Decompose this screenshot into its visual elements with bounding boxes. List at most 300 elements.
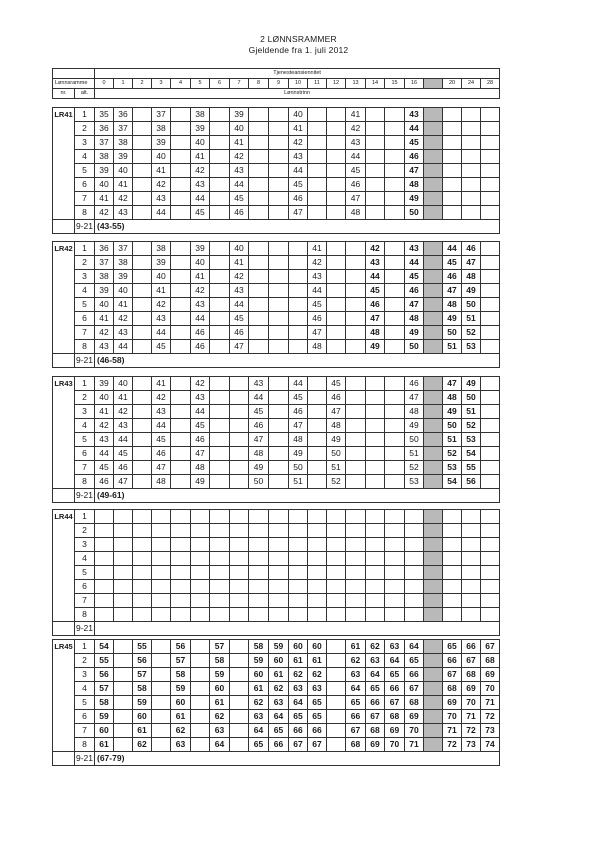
salary-cell: 67: [289, 738, 308, 752]
salary-cell: 64: [346, 682, 366, 696]
salary-cell: 48: [152, 475, 171, 489]
salary-cell: 44: [191, 192, 210, 206]
salary-cell: 62: [289, 668, 308, 682]
alt-number: 7: [75, 326, 95, 340]
salary-cell: 44: [230, 178, 249, 192]
salary-cell: 37: [95, 136, 114, 150]
salary-cell: [346, 242, 366, 256]
salary-cell: 46: [346, 178, 366, 192]
salary-cell: [133, 340, 152, 354]
salary-cell: 62: [133, 738, 152, 752]
salary-cell: [289, 510, 308, 524]
salary-cell: [443, 164, 462, 178]
salary-cell: [171, 178, 191, 192]
salary-cell: [289, 566, 308, 580]
salary-cell: [210, 510, 230, 524]
salary-cell: [171, 538, 191, 552]
salary-cell: 66: [462, 640, 481, 654]
salary-cell: 40: [230, 122, 249, 136]
salary-cell: 50: [462, 298, 481, 312]
salary-cell: [230, 552, 249, 566]
salary-cell: 60: [171, 696, 191, 710]
salary-cell: [366, 108, 385, 122]
salary-cell: [481, 284, 500, 298]
table-row: [53, 580, 500, 594]
salary-cell: [269, 447, 289, 461]
salary-cell: 51: [289, 475, 308, 489]
salary-cell: 44: [346, 150, 366, 164]
salary-cell: [230, 640, 249, 654]
salary-cell: 44: [114, 433, 133, 447]
salary-cell: 64: [385, 654, 405, 668]
alt-number: 6: [75, 710, 95, 724]
salary-cell: [346, 510, 366, 524]
salary-cell: [171, 510, 191, 524]
salary-cell: [424, 192, 443, 206]
alt-label: alt.: [75, 89, 95, 99]
salary-cell: 68: [443, 682, 462, 696]
salary-cell: [114, 682, 133, 696]
table-row: [53, 640, 500, 654]
salary-cell: 42: [95, 419, 114, 433]
salary-cell: [327, 538, 346, 552]
alt-number: 5: [75, 164, 95, 178]
salary-cell: 51: [405, 447, 424, 461]
salary-cell: 61: [269, 668, 289, 682]
salary-cell: [481, 164, 500, 178]
salary-cell: [346, 256, 366, 270]
salary-cell: 65: [308, 710, 327, 724]
salary-cell: [327, 682, 346, 696]
year-8: 8: [249, 79, 269, 89]
frame-id: [53, 312, 75, 326]
salary-cell: 61: [171, 710, 191, 724]
salary-cell: [210, 242, 230, 256]
salary-cell: [385, 419, 405, 433]
salary-cell: 41: [95, 405, 114, 419]
salary-cell: [308, 122, 327, 136]
salary-cell: [385, 192, 405, 206]
salary-cell: 66: [308, 724, 327, 738]
salary-cell: 45: [191, 419, 210, 433]
salary-cell: 60: [95, 724, 114, 738]
salary-cell: 66: [385, 682, 405, 696]
salary-cell: 44: [443, 242, 462, 256]
salary-cell: 45: [191, 206, 210, 220]
salary-cell: [249, 340, 269, 354]
salary-cell: 45: [152, 433, 171, 447]
salary-cell: 61: [346, 640, 366, 654]
frame-id: [53, 136, 75, 150]
salary-cell: [481, 524, 500, 538]
salary-cell: 46: [405, 377, 424, 391]
salary-cell: [481, 433, 500, 447]
table-row: [53, 326, 500, 340]
nr-label: nr.: [53, 89, 75, 99]
salary-cell: 71: [443, 724, 462, 738]
year-14: 14: [366, 79, 385, 89]
salary-cell: 62: [366, 640, 385, 654]
salary-cell: [210, 298, 230, 312]
salary-cell: 48: [289, 433, 308, 447]
salary-cell: [462, 192, 481, 206]
frame-lr42: [52, 241, 500, 368]
salary-cell: [346, 594, 366, 608]
footer-alt: 9-21: [75, 220, 95, 234]
salary-cell: [385, 552, 405, 566]
salary-cell: [171, 192, 191, 206]
salary-cell: [462, 206, 481, 220]
salary-cell: [269, 164, 289, 178]
salary-cell: [95, 566, 114, 580]
salary-cell: [114, 552, 133, 566]
salary-cell: 46: [230, 206, 249, 220]
salary-cell: [210, 475, 230, 489]
salary-cell: 59: [95, 710, 114, 724]
salary-cell: [462, 510, 481, 524]
salary-cell: [308, 108, 327, 122]
salary-cell: 53: [443, 461, 462, 475]
salary-cell: [327, 738, 346, 752]
salary-cell: 37: [114, 242, 133, 256]
salary-cell: [133, 538, 152, 552]
salary-cell: [249, 552, 269, 566]
salary-cell: [405, 524, 424, 538]
salary-cell: 43: [152, 405, 171, 419]
salary-cell: [191, 710, 210, 724]
header-row-lonnstrinn: [53, 89, 500, 99]
salary-cell: 62: [308, 668, 327, 682]
salary-cell: [269, 580, 289, 594]
salary-cell: [269, 594, 289, 608]
salary-cell: [230, 738, 249, 752]
salary-cell: [385, 242, 405, 256]
salary-cell: [210, 270, 230, 284]
salary-cell: [269, 433, 289, 447]
salary-cell: 54: [95, 640, 114, 654]
salary-cell: [230, 580, 249, 594]
salary-cell: 39: [114, 150, 133, 164]
frame-id: [53, 475, 75, 489]
salary-cell: 43: [230, 164, 249, 178]
salary-cell: 42: [191, 164, 210, 178]
salary-cell: [385, 340, 405, 354]
salary-cell: [133, 122, 152, 136]
salary-cell: [289, 270, 308, 284]
salary-cell: [346, 608, 366, 622]
salary-cell: [481, 377, 500, 391]
salary-cell: 50: [405, 340, 424, 354]
salary-cell: 38: [152, 242, 171, 256]
salary-cell: [269, 192, 289, 206]
salary-cell: [308, 419, 327, 433]
salary-cell: 58: [171, 668, 191, 682]
salary-cell: [366, 461, 385, 475]
year-28: 28: [481, 79, 500, 89]
salary-cell: [346, 391, 366, 405]
salary-cell: 65: [249, 738, 269, 752]
salary-cell: [385, 433, 405, 447]
salary-cell: [481, 391, 500, 405]
salary-cell: [152, 608, 171, 622]
salary-cell: [346, 312, 366, 326]
salary-cell: [152, 696, 171, 710]
salary-cell: 48: [346, 206, 366, 220]
salary-cell: 45: [249, 405, 269, 419]
salary-cell: 64: [366, 668, 385, 682]
salary-cell: [308, 164, 327, 178]
frame-id: [53, 433, 75, 447]
salary-cell: [327, 136, 346, 150]
year-12: 12: [327, 79, 346, 89]
salary-cell: [327, 510, 346, 524]
footer-alt: 9-21: [75, 354, 95, 368]
salary-cell: [327, 640, 346, 654]
salary-cell: [191, 538, 210, 552]
salary-cell: [443, 524, 462, 538]
salary-cell: 63: [346, 668, 366, 682]
salary-cell: [269, 242, 289, 256]
year-5: 5: [191, 79, 210, 89]
salary-cell: 43: [191, 298, 210, 312]
salary-cell: [230, 377, 249, 391]
salary-cell: [133, 524, 152, 538]
salary-cell: 40: [95, 178, 114, 192]
salary-cell: [152, 510, 171, 524]
alt-number: 5: [75, 298, 95, 312]
salary-cell: [327, 580, 346, 594]
table-row: [53, 150, 500, 164]
salary-cell: [462, 566, 481, 580]
salary-cell: [424, 710, 443, 724]
salary-cell: 63: [308, 682, 327, 696]
alt-number: 3: [75, 538, 95, 552]
salary-cell: 42: [95, 206, 114, 220]
salary-cell: [308, 552, 327, 566]
salary-cell: 41: [95, 192, 114, 206]
frame-id: [53, 419, 75, 433]
salary-cell: [152, 552, 171, 566]
table-row: [53, 738, 500, 752]
salary-cell: [171, 122, 191, 136]
alt-number: 3: [75, 405, 95, 419]
salary-cell: [230, 391, 249, 405]
salary-cell: [481, 552, 500, 566]
salary-cell: [95, 594, 114, 608]
salary-cell: [366, 433, 385, 447]
salary-cell: 55: [133, 640, 152, 654]
salary-cell: [249, 178, 269, 192]
salary-cell: [424, 524, 443, 538]
alt-number: 5: [75, 433, 95, 447]
salary-cell: [133, 580, 152, 594]
salary-cell: [289, 608, 308, 622]
salary-cell: [133, 326, 152, 340]
salary-cell: [249, 284, 269, 298]
salary-cell: [171, 150, 191, 164]
salary-cell: [308, 594, 327, 608]
frame-id: [53, 270, 75, 284]
salary-cell: 46: [289, 405, 308, 419]
salary-cell: 45: [405, 136, 424, 150]
salary-cell: 66: [405, 668, 424, 682]
alt-number: 6: [75, 178, 95, 192]
salary-cell: [269, 298, 289, 312]
table-row: [53, 510, 500, 524]
table-row: [53, 206, 500, 220]
salary-cell: [481, 447, 500, 461]
salary-cell: 41: [191, 270, 210, 284]
salary-cell: [133, 566, 152, 580]
table-row: [53, 136, 500, 150]
alt-number: 2: [75, 654, 95, 668]
salary-cell: 52: [405, 461, 424, 475]
salary-cell: 46: [152, 447, 171, 461]
salary-cell: 45: [152, 340, 171, 354]
salary-cell: [308, 192, 327, 206]
salary-cell: [114, 524, 133, 538]
salary-cell: [424, 270, 443, 284]
salary-cell: [210, 340, 230, 354]
salary-cell: 49: [462, 377, 481, 391]
salary-cell: 46: [405, 150, 424, 164]
salary-cell: [133, 419, 152, 433]
salary-cell: 66: [366, 696, 385, 710]
salary-cell: 43: [405, 108, 424, 122]
salary-cell: 47: [405, 164, 424, 178]
salary-cell: 74: [481, 738, 500, 752]
salary-cell: 56: [133, 654, 152, 668]
table-row: [53, 447, 500, 461]
frame-id: [53, 206, 75, 220]
salary-cell: [385, 206, 405, 220]
salary-cell: [327, 654, 346, 668]
salary-cell: [424, 405, 443, 419]
salary-cell: [210, 461, 230, 475]
salary-cell: 50: [443, 419, 462, 433]
frame-footer-row: [53, 622, 500, 636]
salary-cell: [424, 164, 443, 178]
salary-cell: [269, 552, 289, 566]
salary-cell: [346, 419, 366, 433]
frame-id: [53, 405, 75, 419]
table-row: [53, 538, 500, 552]
salary-cell: [308, 580, 327, 594]
table-row: [53, 312, 500, 326]
salary-cell: [481, 298, 500, 312]
salary-cell: 38: [114, 136, 133, 150]
salary-cell: [366, 164, 385, 178]
salary-cell: [424, 461, 443, 475]
frame-lr43: [52, 376, 500, 503]
alt-number: 1: [75, 242, 95, 256]
frame-footer-row: [53, 354, 500, 368]
salary-cell: [443, 178, 462, 192]
salary-cell: [327, 192, 346, 206]
salary-cell: 45: [230, 192, 249, 206]
header-blank: [53, 69, 95, 79]
salary-cell: [191, 724, 210, 738]
salary-cell: [171, 136, 191, 150]
salary-cell: [327, 668, 346, 682]
salary-cell: [95, 524, 114, 538]
alt-number: 7: [75, 192, 95, 206]
salary-cell: [481, 108, 500, 122]
salary-cell: [308, 433, 327, 447]
salary-cell: [462, 122, 481, 136]
footer-blank: [53, 622, 75, 636]
salary-cell: 40: [152, 270, 171, 284]
salary-cell: [171, 206, 191, 220]
salary-cell: [269, 136, 289, 150]
salary-cell: 36: [95, 242, 114, 256]
salary-cell: 66: [289, 724, 308, 738]
salary-cell: [133, 312, 152, 326]
salary-cell: [405, 594, 424, 608]
salary-cell: 40: [191, 136, 210, 150]
salary-cell: 64: [405, 640, 424, 654]
salary-cell: [481, 242, 500, 256]
salary-cell: 50: [327, 447, 346, 461]
salary-cell: [230, 538, 249, 552]
salary-cell: 47: [462, 256, 481, 270]
salary-cell: 39: [191, 242, 210, 256]
salary-cell: 68: [366, 724, 385, 738]
salary-cell: [308, 538, 327, 552]
salary-cell: [462, 164, 481, 178]
salary-cell: [481, 461, 500, 475]
salary-cell: 67: [481, 640, 500, 654]
salary-cell: [152, 654, 171, 668]
alt-number: 3: [75, 136, 95, 150]
salary-cell: [308, 178, 327, 192]
salary-cell: [385, 164, 405, 178]
salary-cell: [114, 738, 133, 752]
salary-cell: [133, 206, 152, 220]
salary-cell: [210, 524, 230, 538]
salary-cell: [327, 608, 346, 622]
salary-cell: [327, 242, 346, 256]
salary-cell: 46: [95, 475, 114, 489]
salary-cell: [405, 608, 424, 622]
salary-cell: [462, 108, 481, 122]
salary-cell: [210, 192, 230, 206]
salary-cell: 49: [405, 192, 424, 206]
footer-blank: [53, 354, 75, 368]
salary-cell: [346, 580, 366, 594]
salary-cell: [133, 391, 152, 405]
salary-cell: 42: [114, 312, 133, 326]
salary-cell: 45: [289, 178, 308, 192]
salary-cell: 50: [289, 461, 308, 475]
salary-cell: [481, 192, 500, 206]
salary-cell: [289, 242, 308, 256]
salary-cell: 57: [210, 640, 230, 654]
salary-cell: [191, 524, 210, 538]
salary-cell: 43: [249, 377, 269, 391]
alt-number: 1: [75, 510, 95, 524]
salary-cell: [133, 475, 152, 489]
salary-cell: [152, 724, 171, 738]
salary-cell: 48: [366, 326, 385, 340]
table-row: [53, 566, 500, 580]
salary-cell: 44: [405, 122, 424, 136]
salary-cell: 37: [114, 122, 133, 136]
salary-cell: 48: [308, 340, 327, 354]
salary-cell: [210, 447, 230, 461]
salary-cell: [424, 284, 443, 298]
salary-cell: 41: [346, 108, 366, 122]
